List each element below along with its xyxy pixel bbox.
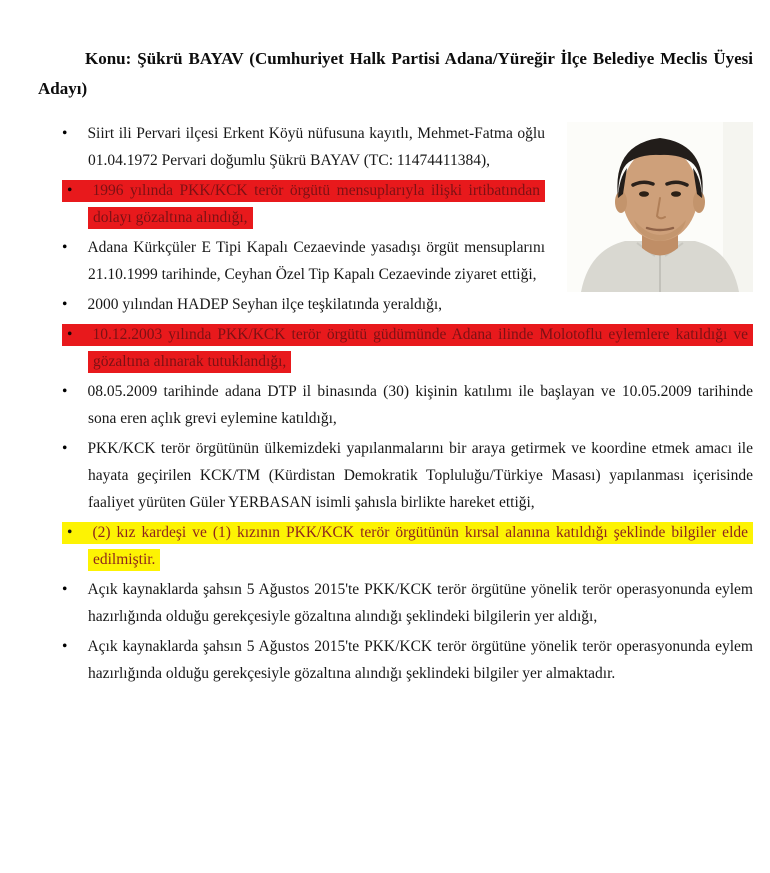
portrait-photo-drawing [567, 122, 753, 292]
document-body [38, 120, 753, 687]
bullet-text: 2000 yılından HADEP Seyhan ilçe teşkilatında yeraldığı, [87, 296, 442, 313]
bullet-text: 10.12.2003 yılında PKK/KCK terör örgütü güdümünde Adana ilinde Molotoflu eylemlere katıldığı ve gözaltına alınarak tutuklandığı, [92, 326, 748, 370]
bullet-dot-icon: • [62, 383, 68, 400]
bullet-line [62, 383, 753, 427]
bullet-line [62, 581, 753, 625]
bullet-text: (2) kız kardeşi ve (1) kızının PKK/KCK terör örgütünün kırsal alanına katıldığı şeklinde bilgiler elde edilmiştir. [92, 524, 748, 568]
bullet-item-5-red-highlight [38, 321, 753, 375]
portrait-photo [567, 122, 753, 292]
bullet-line [62, 180, 545, 229]
bullet-line [62, 239, 545, 283]
bullet-text: Açık kaynaklarda şahsın 5 Ağustos 2015'te PKK/KCK terör örgütüne yönelik terör operasyonunda eylem hazırlığında olduğu gerekçesiyle gözaltına alındığı şeklindeki bilgilerin yer aldığı, [87, 581, 753, 625]
bullet-dot-icon: • [62, 125, 68, 142]
bullet-item-7 [38, 435, 753, 516]
bullet-line [62, 522, 753, 571]
bullet-text: 08.05.2009 tarihinde adana DTP il binasında (30) kişinin katılımı ile başlayan ve 10.05.2009 tarihinde sona eren açlık grevi eylemine katıldığı, [87, 383, 753, 427]
bullet-dot-icon: • [62, 296, 68, 313]
bullet-line [62, 125, 545, 169]
bullet-dot-icon: • [67, 326, 73, 343]
bullet-dot-icon: • [62, 581, 68, 598]
bullet-dot-icon: • [67, 182, 73, 199]
bullet-text: Adana Kürkçüler E Tipi Kapalı Cezaevinde yasadışı örgüt mensuplarını 21.10.1999 tarihinde, Ceyhan Özel Tip Kapalı Cezaevinde ziyaret ettiği, [87, 239, 545, 283]
bullet-item-4 [38, 291, 753, 318]
bullet-dot-icon: • [62, 239, 68, 256]
bullet-text: PKK/KCK terör örgütünün ülkemizdeki yapılanmalarını bir araya getirmek ve koordine etmek amacı ile hayata geçirilen KCK/TM (Kürdistan Demokratik Topluluğu/Türkiye Masası) yapılanması içerisinde faaliyet yürüten Güler YERBASAN isimli şahısla birlikte hareket ettiği, [87, 440, 753, 511]
bullet-text: Açık kaynaklarda şahsın 5 Ağustos 2015'te PKK/KCK terör örgütüne yönelik terör operasyonunda eylem hazırlığında olduğu gerekçesiyle gözaltına alındığı şeklindeki bilgiler yer almaktadır. [87, 638, 753, 682]
bullet-line [62, 440, 753, 511]
bullet-item-10 [38, 633, 753, 687]
bullet-dot-icon: • [67, 524, 73, 541]
bullet-line [62, 296, 442, 313]
bullet-dot-icon: • [62, 440, 68, 457]
bullet-line [62, 324, 753, 373]
bullet-text: Siirt ili Pervari ilçesi Erkent Köyü nüfusuna kayıtlı, Mehmet-Fatma oğlu 01.04.1972 Pervari doğumlu Şükrü BAYAV (TC: 11474411384), [87, 125, 545, 169]
bullet-text: 1996 yılında PKK/KCK terör örgütü mensuplarıyla ilişki irtibatından dolayı gözaltına alındığı, [92, 182, 540, 226]
bullet-item-8-yellow-highlight [38, 519, 753, 573]
bullet-item-9 [38, 576, 753, 630]
bullet-item-6 [38, 378, 753, 432]
bullet-dot-icon: • [62, 638, 68, 655]
document-title: Konu: Şükrü BAYAV (Cumhuriyet Halk Partisi Adana/Yüreğir İlçe Belediye Meclis Üyesi Adayı) [38, 49, 753, 98]
bullet-line [62, 638, 753, 682]
